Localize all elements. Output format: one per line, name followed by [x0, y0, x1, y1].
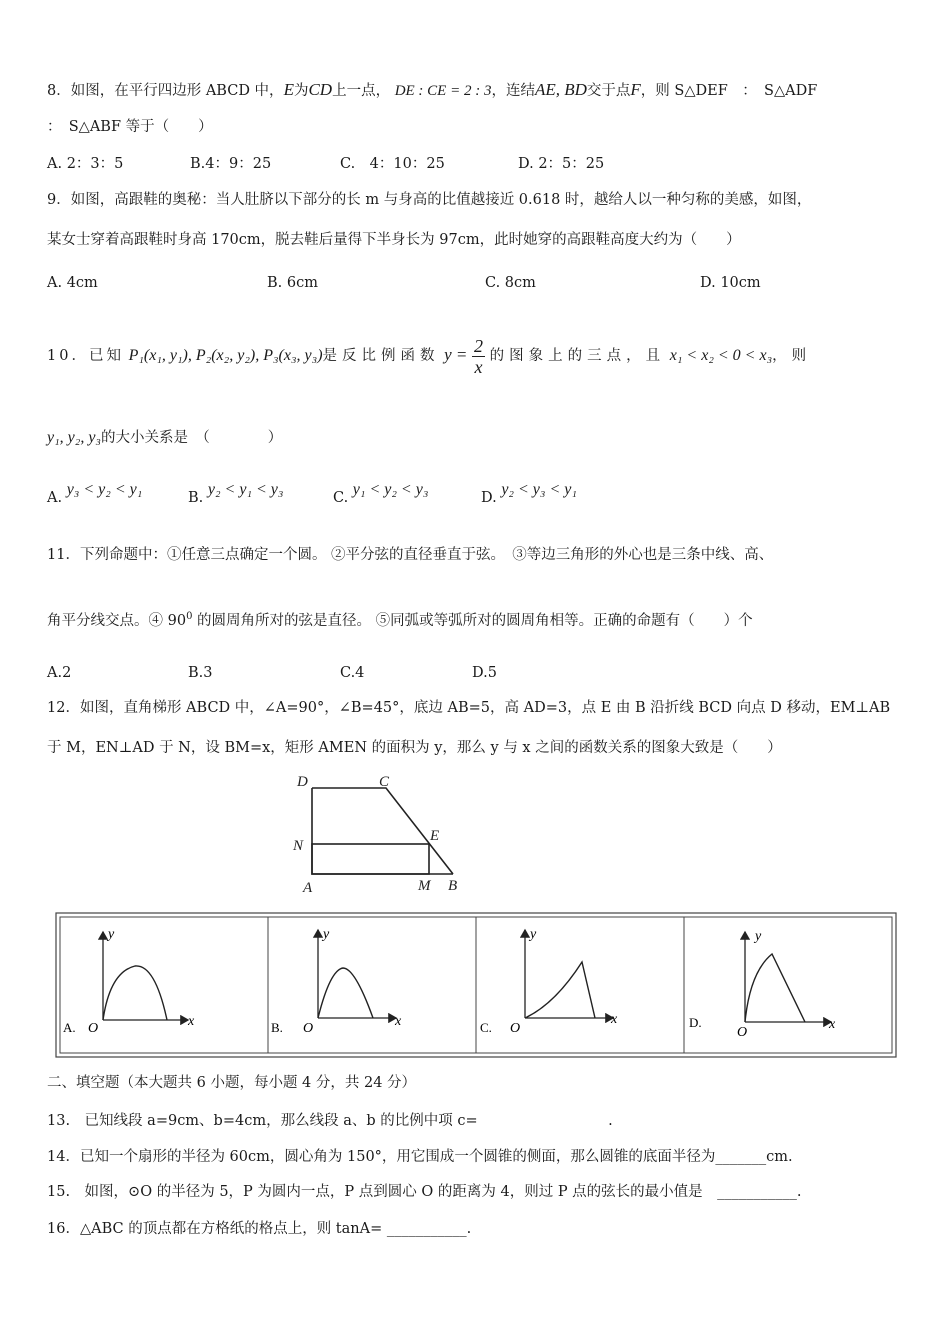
q10-line1 [47, 330, 811, 380]
q10-option-b [188, 481, 284, 508]
graph-b-curve [318, 968, 373, 1018]
q8-point-f: F [630, 80, 641, 99]
q8-text: ，则 S△DEF ： S△ADF [640, 83, 818, 99]
q10-prefix: 10．已知 [47, 348, 124, 364]
graph-b-y-label: y [323, 927, 330, 942]
q8-line2: ： S△ABF 等于（ ） [47, 119, 213, 135]
q12-option-graphs [55, 912, 897, 1058]
figure-label-e: E [430, 828, 440, 844]
graph-d-curve [745, 954, 805, 1022]
q16: 16．△ABC 的顶点都在方格纸的格点上，则 tanA= ___________. [47, 1221, 472, 1237]
graph-a-letter: A. [63, 1020, 76, 1035]
q8-option-b: B.4：9：25 [190, 156, 272, 172]
graph-c-letter: C. [480, 1020, 492, 1035]
q10-option-c [333, 481, 429, 508]
q8-ratio: DE : CE = 2 : 3 [394, 83, 492, 99]
graph-a-origin: O [88, 1021, 99, 1036]
graph-c-y-label: y [530, 927, 537, 942]
q8-text: ，连结 [491, 83, 535, 99]
graph-c-x-label: x [611, 1012, 618, 1027]
q8-text: 上一点， [332, 83, 391, 99]
graph-a [63, 927, 195, 1036]
q8-option-c: C. 4：10：25 [340, 156, 445, 172]
figure-label-d: D [297, 774, 308, 790]
q10-text: 是反比例函数 [322, 348, 440, 364]
q10-text: ，则 [772, 348, 812, 364]
graph-d-origin: O [737, 1025, 748, 1040]
graph-b-letter: B. [271, 1020, 283, 1035]
q8-prefix: 8．如图，在平行四边形 ABCD 中， [47, 83, 284, 99]
figure-label-a: A [303, 880, 313, 896]
q10-option-expr: y₃ < y₂ < y₁ [66, 481, 143, 498]
q14: 14．已知一个扇形的半径为 60cm，圆心角为 150°，用它围成一个圆锥的侧面，那么圆锥的底面半径为_______cm. [47, 1149, 793, 1165]
section-2-heading: 二、填空题（本大题共 6 小题，每小题 4 分，共 24 分） [47, 1075, 417, 1091]
q11-degree-sup: 0 [186, 611, 193, 622]
q8-line1 [47, 80, 817, 101]
q8-lines: AE, BD [534, 80, 587, 99]
q10-fraction-numerator: 2 [474, 335, 484, 356]
q11-text: 的圆周角所对的弦是直径。 ⑤同弧或等弧所对的圆周角相等。正确的命题有（ ）个 [192, 612, 753, 629]
q10-line2 [47, 428, 282, 448]
figure-label-n: N [293, 838, 304, 854]
q11-option-c: C.4 [340, 665, 365, 681]
q8-option-a: A. 2：3：5 [47, 156, 124, 172]
graph-b-x-label: x [395, 1014, 402, 1029]
graph-d [689, 929, 836, 1040]
q11-line1: 11．下列命题中：①任意三点确定一个圆。 ②平分弦的直径垂直于弦。 ③等边三角形的外心也是三条中线、高、 [47, 547, 774, 563]
figure-label-c: C [379, 774, 390, 790]
graph-b [271, 927, 402, 1036]
q10-option-expr: y₁ < y₂ < y₃ [352, 481, 429, 498]
q9-option-d: D. 10cm [700, 275, 761, 291]
graph-b-origin: O [303, 1021, 314, 1036]
graph-d-y-label: y [755, 929, 762, 944]
q11-option-d: D.5 [472, 665, 497, 681]
q12-line1: 12．如图，直角梯形 ABCD 中，∠A=90°，∠B=45°，底边 AB=5，高 AD=3，点 E 由 B 沿折线 BCD 向点 D 移动，EM⊥AB [47, 700, 891, 716]
q12-trapezoid-figure [285, 770, 475, 900]
q10-option-letter: B. [188, 490, 204, 506]
q8-option-d: D. 2：5：25 [518, 156, 605, 172]
q10-text: 的大小关系是 （ ） [101, 430, 283, 446]
q10-option-letter: D. [481, 490, 497, 506]
q12-line2: 于 M，EN⊥AD 于 N，设 BM=x，矩形 AMEN 的面积为 y，那么 y 与 x 之间的函数关系的图象大致是（ ） [47, 740, 782, 756]
q11-line2 [47, 607, 753, 631]
q13: 13. 已知线段 a=9cm、b=4cm，那么线段 a、b 的比例中项 c= . [47, 1113, 613, 1129]
q10-option-expr: y₂ < y₃ < y₁ [501, 481, 577, 498]
q10-condition: x₁ < x₂ < 0 < x₃ [669, 347, 773, 364]
q10-fraction-denominator: x [474, 356, 483, 377]
q9-option-c: C. 8cm [485, 275, 536, 291]
q15: 15. 如图，⊙O 的半径为 5，P 为圆内一点，P 点到圆心 O 的距离为 4，则过 P 点的弦长的最小值是 ___________. [47, 1184, 802, 1200]
figure-label-b: B [448, 878, 458, 894]
q10-option-d [481, 481, 577, 508]
q10-option-letter: C. [333, 490, 349, 506]
q9-line2: 某女士穿着高跟鞋时身高 170cm，脱去鞋后量得下半身长为 97cm，此时她穿的高跟鞋高度大约为（ ） [47, 232, 741, 248]
graph-a-curve [103, 966, 167, 1020]
q10-option-expr: y₂ < y₁ < y₃ [207, 481, 284, 498]
graph-c-origin: O [510, 1021, 521, 1036]
q9-option-b: B. 6cm [267, 275, 318, 291]
q10-points: P₁(x₁, y₁), P₂(x₂, y₂), P₃(x₃, y₃) [128, 347, 323, 364]
q8-point-e: E [283, 80, 294, 99]
q10-vars: y₁, y₂, y₃ [47, 429, 101, 446]
figure-label-m: M [418, 878, 431, 894]
graph-d-x-label: x [829, 1017, 836, 1032]
q10-text: 的图象上的三点，且 [489, 348, 666, 364]
graph-a-x-label: x [188, 1014, 195, 1029]
q10-fraction [472, 336, 485, 377]
q10-function-lhs: y = [444, 345, 468, 364]
q8-text: 为 [293, 83, 309, 99]
q11-option-b: B.3 [188, 665, 213, 681]
graph-d-letter: D. [689, 1015, 702, 1030]
graph-c [480, 927, 618, 1036]
q9-option-a: A. 4cm [47, 275, 98, 291]
q11-text: 角平分线交点。④ 90 [47, 612, 187, 629]
graph-a-y-label: y [108, 927, 115, 942]
q11-option-a: A.2 [47, 665, 72, 681]
q8-text: 交于点 [586, 83, 631, 99]
q8-segment-cd: CD [308, 80, 333, 99]
q10-option-a [47, 481, 143, 508]
q9-line1: 9．如图，高跟鞋的奥秘：当人肚脐以下部分的长 m 与身高的比值越接近 0.618 时，越给人以一种匀称的美感，如图， [47, 192, 812, 208]
q10-option-letter: A. [47, 490, 63, 506]
graph-c-curve [525, 962, 595, 1018]
